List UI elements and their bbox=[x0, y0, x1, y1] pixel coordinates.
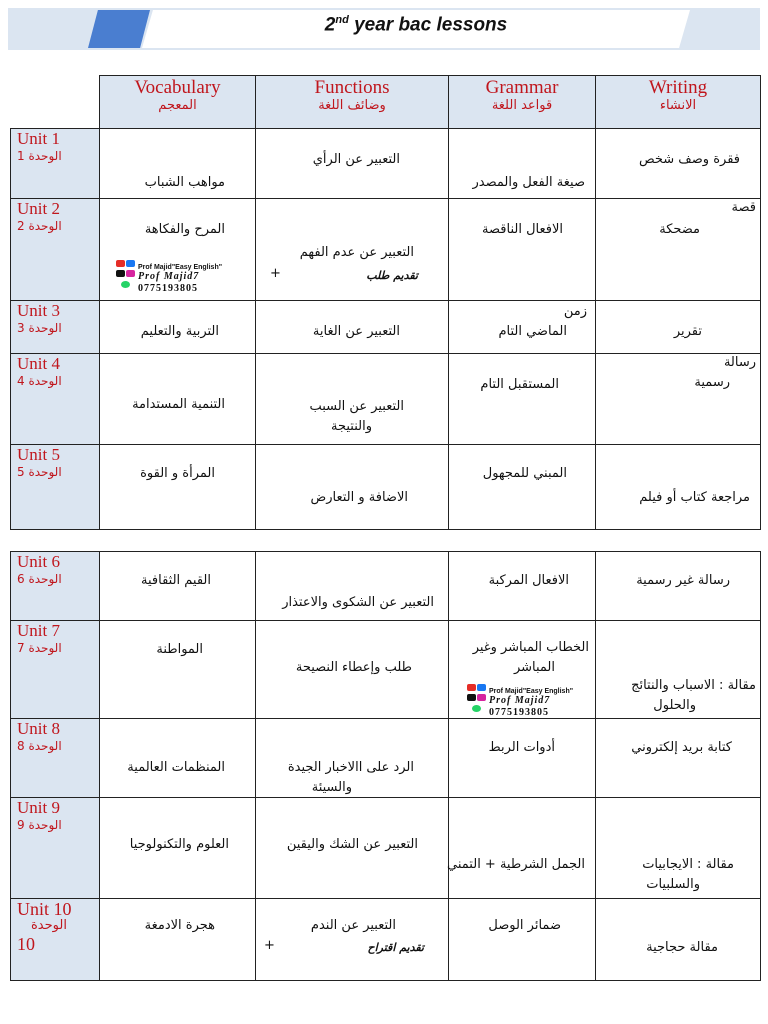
unit-label: Unit 8 الوحدة 8 bbox=[11, 719, 100, 798]
vocab-cell: المواطنة bbox=[100, 621, 256, 719]
grammar-cell: صيغة الفعل والمصدر bbox=[449, 129, 596, 199]
grammar-cell: الجمل الشرطية + التمني bbox=[449, 798, 596, 899]
instagram-icon bbox=[126, 270, 135, 277]
unit-label: Unit 9 الوحدة 9 bbox=[11, 798, 100, 899]
writing-cell: قصة مضحكة bbox=[596, 199, 761, 301]
vocab-cell: التنمية المستدامة bbox=[100, 354, 256, 445]
header-vocabulary: Vocabulary المعجم bbox=[100, 76, 256, 129]
instagram-icon bbox=[477, 694, 486, 701]
writing-cell: مقالة : الاسباب والنتائج والحلول bbox=[596, 621, 761, 719]
grammar-cell: المبني للمجهول bbox=[449, 445, 596, 530]
functions-cell: التعبير عن الرأي bbox=[256, 129, 449, 199]
tiktok-icon bbox=[467, 694, 476, 701]
table-row bbox=[11, 552, 761, 621]
youtube-icon bbox=[116, 260, 125, 267]
writing-cell: رسالة غير رسمية bbox=[596, 552, 761, 621]
grammar-cell: الافعال الناقصة bbox=[449, 199, 596, 301]
lessons-table-2 bbox=[10, 551, 761, 981]
writing-cell: مقالة : الايجابيات والسلبيات bbox=[596, 798, 761, 899]
unit-label: Unit 10 الوحدة 10 bbox=[11, 899, 100, 981]
vocab-cell: القيم الثقافية bbox=[100, 552, 256, 621]
table-row bbox=[11, 354, 761, 445]
page-title: 2nd year bac lessons bbox=[324, 14, 508, 36]
grammar-cell: أدوات الربط bbox=[449, 719, 596, 798]
grammar-cell: الخطاب المباشر وغير المباشر Prof Majid"Easy English" Prof Majid7 0775193805 bbox=[449, 621, 596, 719]
tiktok-icon bbox=[116, 270, 125, 277]
unit-label: Unit 2 الوحدة 2 bbox=[11, 199, 100, 301]
facebook-icon bbox=[126, 260, 135, 267]
vocab-cell: مواهب الشباب bbox=[100, 129, 256, 199]
unit-label: Unit 5 الوحدة 5 bbox=[11, 445, 100, 530]
functions-cell: التعبير عن الشك واليقين bbox=[256, 798, 449, 899]
table-row bbox=[11, 445, 761, 530]
grammar-cell: الافعال المركبة bbox=[449, 552, 596, 621]
grammar-cell: المستقبل التام bbox=[449, 354, 596, 445]
table-row bbox=[11, 899, 761, 981]
header-writing: Writing الانشاء bbox=[596, 76, 761, 129]
writing-cell: تقرير bbox=[596, 301, 761, 354]
header-grammar: Grammar قواعد اللغة bbox=[449, 76, 596, 129]
writing-cell: فقرة وصف شخص bbox=[596, 129, 761, 199]
vocab-cell: المنظمات العالمية bbox=[100, 719, 256, 798]
vocab-cell: المرح والفكاهة Prof Majid"Easy English" Prof Majid7 0775193805 bbox=[100, 199, 256, 301]
unit-label: Unit 7 الوحدة 7 bbox=[11, 621, 100, 719]
whatsapp-icon bbox=[472, 705, 481, 712]
writing-cell: رسالة رسمية bbox=[596, 354, 761, 445]
table-row bbox=[11, 129, 761, 199]
functions-cell: التعبير عن الغاية bbox=[256, 301, 449, 354]
facebook-icon bbox=[477, 684, 486, 691]
table-row bbox=[11, 621, 761, 719]
prof-majid-logo: Prof Majid"Easy English" Prof Majid7 0775193805 bbox=[112, 259, 232, 293]
header-functions: Functions وضائف اللغة bbox=[256, 76, 449, 129]
unit-label: Unit 3 الوحدة 3 bbox=[11, 301, 100, 354]
writing-cell: مقالة حجاجية bbox=[596, 899, 761, 981]
header-blank bbox=[11, 76, 100, 129]
unit-label: Unit 6 الوحدة 6 bbox=[11, 552, 100, 621]
functions-cell: طلب وإعطاء النصيحة bbox=[256, 621, 449, 719]
grammar-cell: ضمائر الوصل bbox=[449, 899, 596, 981]
writing-cell: مراجعة كتاب أو فيلم bbox=[596, 445, 761, 530]
functions-cell: التعبير عن السبب والنتيجة bbox=[256, 354, 449, 445]
whatsapp-icon bbox=[121, 281, 130, 288]
functions-cell: التعبير عن عدم الفهم + تقديم طلب bbox=[256, 199, 449, 301]
vocab-cell: العلوم والتكنولوجيا bbox=[100, 798, 256, 899]
table-row bbox=[11, 301, 761, 354]
banner-accent bbox=[88, 10, 150, 48]
table-row bbox=[11, 798, 761, 899]
writing-cell: كتابة بريد إلكتروني bbox=[596, 719, 761, 798]
vocab-cell: التربية والتعليم bbox=[100, 301, 256, 354]
vocab-cell: هجرة الادمغة bbox=[100, 899, 256, 981]
prof-majid-logo: Prof Majid"Easy English" Prof Majid7 0775193805 bbox=[463, 683, 583, 717]
grammar-cell: زمن الماضي التام bbox=[449, 301, 596, 354]
functions-cell: الرد على االاخبار الجيدة والسيئة bbox=[256, 719, 449, 798]
youtube-icon bbox=[467, 684, 476, 691]
unit-label: Unit 4 الوحدة 4 bbox=[11, 354, 100, 445]
vocab-cell: المرأة و القوة bbox=[100, 445, 256, 530]
table-row bbox=[11, 199, 761, 301]
table-row bbox=[11, 719, 761, 798]
lessons-table-1 bbox=[10, 75, 761, 530]
functions-cell: التعبير عن الندم + تقديم اقتراح bbox=[256, 899, 449, 981]
unit-label: Unit 1 الوحدة 1 bbox=[11, 129, 100, 199]
functions-cell: الاضافة و التعارض bbox=[256, 445, 449, 530]
functions-cell: التعبير عن الشكوى والاعتذار bbox=[256, 552, 449, 621]
